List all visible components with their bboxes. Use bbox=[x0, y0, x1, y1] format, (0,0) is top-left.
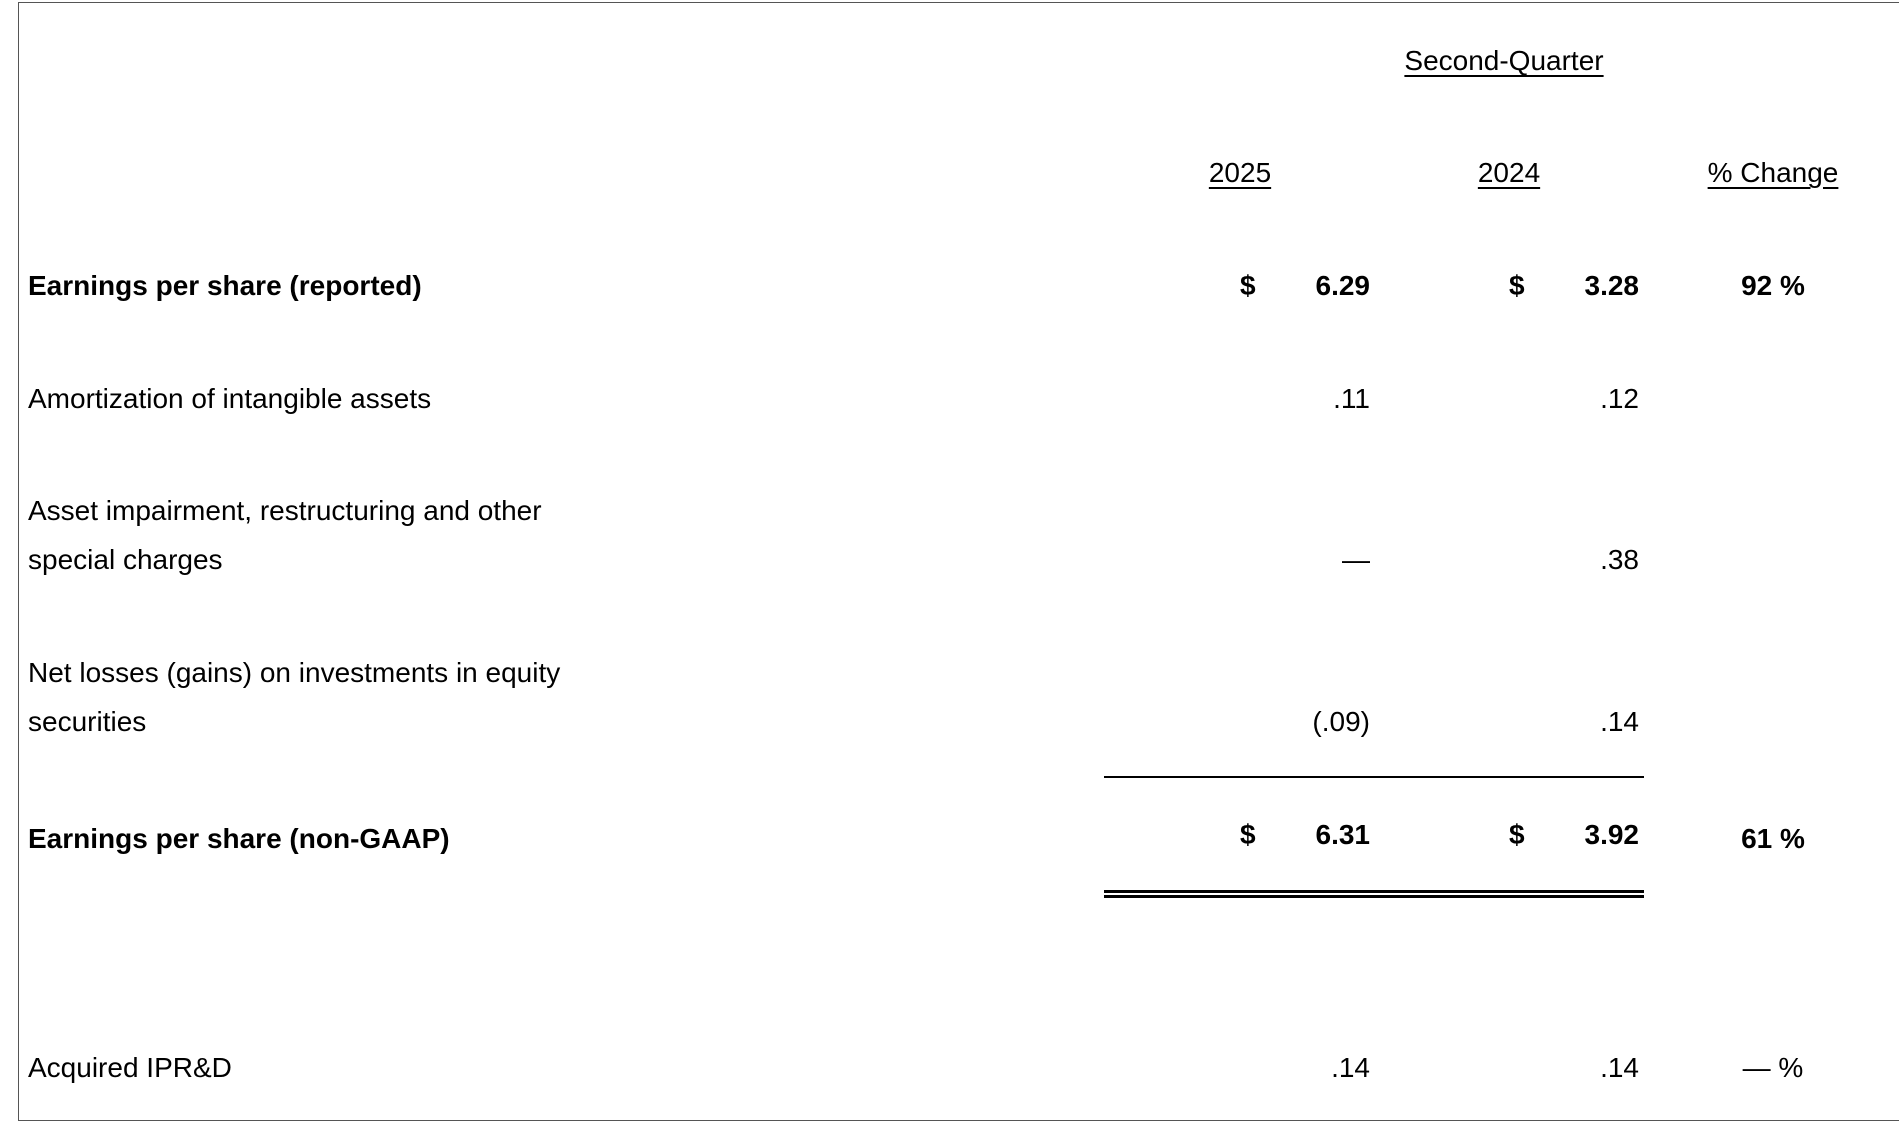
value-2025: .11 bbox=[1333, 383, 1370, 414]
row-label-line: securities bbox=[28, 706, 147, 737]
value-2024: .12 bbox=[1600, 383, 1639, 414]
row-label-amortization: Amortization of intangible assets bbox=[28, 383, 432, 414]
row-label-line: special charges bbox=[28, 544, 223, 575]
row-label-asset-impairment bbox=[28, 486, 542, 584]
row-label-eps-reported: Earnings per share (reported) bbox=[28, 270, 422, 301]
column-header-2024: 2024 bbox=[1477, 157, 1541, 188]
subtotal-rule bbox=[1104, 776, 1644, 778]
value-2025: .14 bbox=[1331, 1052, 1370, 1083]
total-double-rule-bottom bbox=[1104, 895, 1644, 898]
value-2025: — bbox=[1342, 544, 1370, 575]
currency-symbol: $ bbox=[1509, 270, 1525, 301]
value-2024: .14 bbox=[1600, 1052, 1639, 1083]
row-label-line: Net losses (gains) on investments in equity bbox=[28, 657, 561, 688]
row-label-line: Asset impairment, restructuring and other bbox=[28, 495, 542, 526]
row-label-eps-non-gaap: Earnings per share (non-GAAP) bbox=[28, 823, 450, 854]
column-header-2025: 2025 bbox=[1208, 157, 1272, 188]
currency-symbol: $ bbox=[1240, 270, 1256, 301]
value-2024: 3.28 bbox=[1584, 270, 1639, 301]
currency-symbol: $ bbox=[1509, 819, 1525, 850]
row-label-net-losses bbox=[28, 648, 560, 746]
value-2025: (.09) bbox=[1312, 706, 1370, 737]
value-change: 92 % bbox=[1741, 270, 1805, 301]
value-change: — % bbox=[1742, 1052, 1804, 1083]
group-header: Second-Quarter bbox=[1404, 45, 1604, 76]
value-2025: 6.31 bbox=[1315, 819, 1370, 850]
currency-symbol: $ bbox=[1240, 819, 1256, 850]
total-double-rule-top bbox=[1104, 890, 1644, 893]
value-2024: 3.92 bbox=[1584, 819, 1639, 850]
value-2024: .38 bbox=[1600, 544, 1639, 575]
value-2024: .14 bbox=[1600, 706, 1639, 737]
column-header-change: % Change bbox=[1707, 157, 1839, 188]
row-label-acquired-iprd: Acquired IPR&D bbox=[28, 1052, 232, 1083]
value-change: 61 % bbox=[1741, 823, 1805, 854]
value-2025: 6.29 bbox=[1315, 270, 1370, 301]
